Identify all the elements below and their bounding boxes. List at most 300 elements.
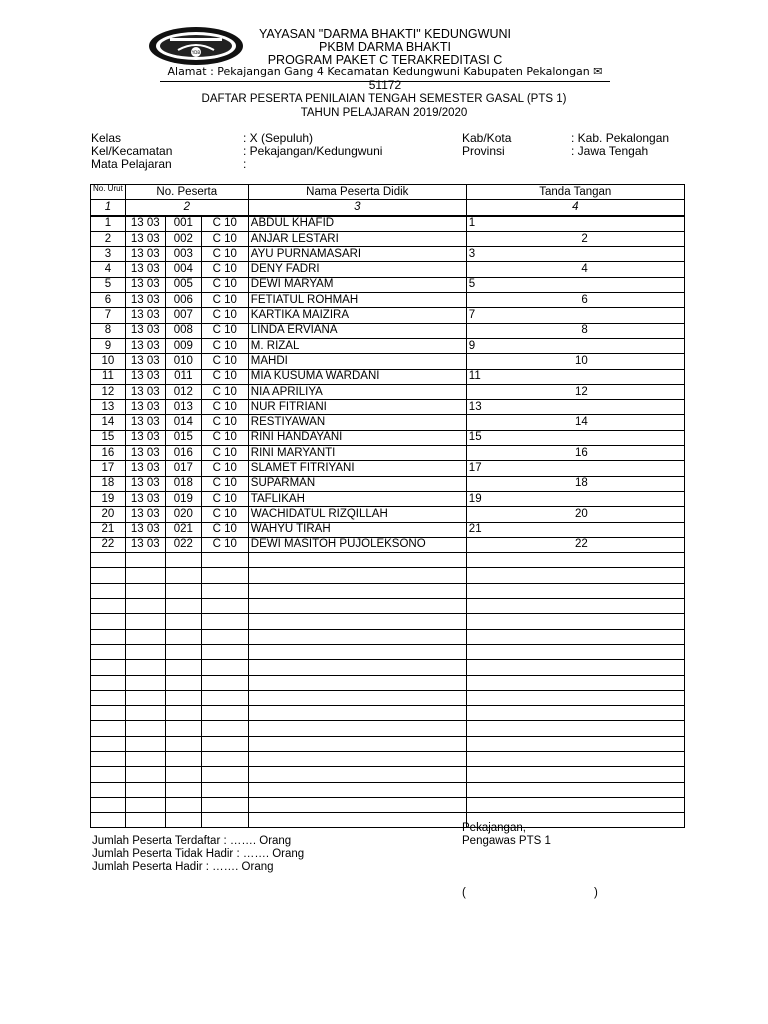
empty-cell [91, 644, 126, 659]
peserta-code-c: C 10 [201, 461, 248, 476]
empty-cell [165, 706, 201, 721]
empty-cell [165, 751, 201, 766]
empty-cell [91, 614, 126, 629]
participant-name: RINI MARYANTI [248, 446, 466, 461]
participant-name: KARTIKA MAIZIRA [248, 308, 466, 323]
empty-cell [248, 690, 466, 705]
peserta-code-b: 001 [165, 216, 201, 232]
participant-name: DEWI MASITOH PUJOLEKSONO [248, 537, 466, 552]
peserta-code-c: C 10 [201, 216, 248, 232]
empty-cell [125, 690, 165, 705]
peserta-code-b: 008 [165, 323, 201, 338]
table-row [91, 262, 685, 277]
empty-cell [466, 644, 684, 659]
envelope-icon: ✉ [593, 65, 603, 78]
peserta-code-a: 13 03 [125, 384, 165, 399]
empty-row [91, 767, 685, 782]
empty-cell [248, 721, 466, 736]
signature-slot: 11 [466, 369, 684, 384]
empty-cell [466, 629, 684, 644]
empty-cell [248, 736, 466, 751]
empty-row [91, 553, 685, 568]
peserta-code-c: C 10 [201, 384, 248, 399]
empty-cell [201, 751, 248, 766]
signature-slot: 22 [466, 537, 684, 552]
table-row [91, 293, 685, 308]
empty-cell [466, 583, 684, 598]
table-row [91, 247, 685, 262]
empty-cell [165, 629, 201, 644]
signature-slot: 13 [466, 400, 684, 415]
participant-name: M. RIZAL [248, 338, 466, 353]
peserta-code-c: C 10 [201, 476, 248, 491]
signature-slot: 5 [466, 277, 684, 292]
empty-row [91, 736, 685, 751]
peserta-code-a: 13 03 [125, 461, 165, 476]
empty-cell [165, 644, 201, 659]
kelas-value: : X (Sepuluh) [243, 131, 314, 145]
signature-slot: 9 [466, 338, 684, 353]
empty-cell [125, 706, 165, 721]
empty-cell [165, 797, 201, 812]
empty-cell [125, 751, 165, 766]
row-number: 17 [91, 461, 126, 476]
peserta-code-a: 13 03 [125, 216, 165, 232]
row-number: 14 [91, 415, 126, 430]
participant-name: WAHYU TIRAH [248, 522, 466, 537]
empty-cell [165, 614, 201, 629]
kab-value: : Kab. Pekalongan [571, 131, 670, 145]
table-row [91, 231, 685, 246]
peserta-code-b: 002 [165, 231, 201, 246]
table-row [91, 369, 685, 384]
row-number: 2 [91, 231, 126, 246]
empty-cell [248, 675, 466, 690]
empty-cell [466, 767, 684, 782]
empty-cell [125, 660, 165, 675]
peserta-code-b: 012 [165, 384, 201, 399]
peserta-code-a: 13 03 [125, 491, 165, 506]
row-number: 11 [91, 369, 126, 384]
empty-row [91, 644, 685, 659]
empty-cell [91, 706, 126, 721]
peserta-code-b: 004 [165, 262, 201, 277]
peserta-code-b: 020 [165, 507, 201, 522]
peserta-code-b: 006 [165, 293, 201, 308]
empty-cell [165, 721, 201, 736]
peserta-code-a: 13 03 [125, 354, 165, 369]
empty-row [91, 599, 685, 614]
colnum-1: 1 [91, 200, 126, 216]
participant-name: LINDA ERVIANA [248, 323, 466, 338]
empty-row [91, 690, 685, 705]
signature-slot: 4 [466, 262, 684, 277]
empty-cell [466, 782, 684, 797]
sign-close-paren: ) [594, 887, 598, 899]
doc-subtitle: TAHUN PELAJARAN 2019/2020 [300, 107, 468, 119]
peserta-code-c: C 10 [201, 262, 248, 277]
peserta-code-c: C 10 [201, 507, 248, 522]
header-divider [160, 81, 610, 82]
table-row [91, 400, 685, 415]
peserta-code-a: 13 03 [125, 369, 165, 384]
column-number-row [91, 200, 685, 216]
peserta-code-a: 13 03 [125, 415, 165, 430]
table-row [91, 476, 685, 491]
peserta-code-a: 13 03 [125, 277, 165, 292]
empty-cell [165, 599, 201, 614]
empty-cell [91, 629, 126, 644]
row-number: 21 [91, 522, 126, 537]
empty-cell [125, 614, 165, 629]
postal-code: 51172 [368, 78, 402, 92]
signature-slot: 10 [466, 354, 684, 369]
colnum-4: 4 [466, 200, 684, 216]
empty-cell [91, 797, 126, 812]
empty-cell [248, 660, 466, 675]
participant-name: NUR FITRIANI [248, 400, 466, 415]
table-row [91, 415, 685, 430]
empty-cell [248, 614, 466, 629]
row-number: 20 [91, 507, 126, 522]
peserta-code-a: 13 03 [125, 323, 165, 338]
sign-place: Pekajangan, [462, 822, 526, 834]
count-absent: Jumlah Peserta Tidak Hadir : ……. Orang [92, 848, 305, 860]
row-number: 4 [91, 262, 126, 277]
empty-cell [248, 644, 466, 659]
empty-cell [201, 583, 248, 598]
empty-cell [201, 629, 248, 644]
peserta-code-b: 015 [165, 430, 201, 445]
peserta-code-a: 13 03 [125, 231, 165, 246]
peserta-code-c: C 10 [201, 537, 248, 552]
header-nama: Nama Peserta Didik [248, 185, 466, 200]
empty-cell [201, 675, 248, 690]
peserta-code-c: C 10 [201, 231, 248, 246]
empty-row [91, 706, 685, 721]
empty-cell [125, 553, 165, 568]
empty-cell [201, 690, 248, 705]
empty-row [91, 614, 685, 629]
empty-cell [125, 568, 165, 583]
empty-cell [125, 629, 165, 644]
participant-name: RINI HANDAYANI [248, 430, 466, 445]
empty-cell [165, 782, 201, 797]
peserta-code-b: 014 [165, 415, 201, 430]
empty-cell [125, 813, 165, 828]
signature-slot: 3 [466, 247, 684, 262]
empty-cell [248, 568, 466, 583]
peserta-code-b: 011 [165, 369, 201, 384]
empty-cell [201, 660, 248, 675]
empty-cell [91, 767, 126, 782]
empty-cell [91, 583, 126, 598]
sign-role: Pengawas PTS 1 [462, 835, 551, 847]
table-row [91, 446, 685, 461]
row-number: 7 [91, 308, 126, 323]
school-name: PKBM DARMA BHAKTI [319, 40, 451, 54]
empty-cell [466, 568, 684, 583]
header-row [91, 185, 685, 200]
empty-cell [125, 797, 165, 812]
address-text: Alamat : Pekajangan Gang 4 Kecamatan Kedungwuni Kabupaten Pekalongan [167, 65, 590, 78]
empty-cell [91, 568, 126, 583]
empty-cell [201, 644, 248, 659]
participant-name: ANJAR LESTARI [248, 231, 466, 246]
empty-row [91, 675, 685, 690]
empty-cell [466, 751, 684, 766]
table-row [91, 461, 685, 476]
table-row [91, 277, 685, 292]
empty-cell [248, 782, 466, 797]
peserta-code-a: 13 03 [125, 247, 165, 262]
empty-row [91, 629, 685, 644]
empty-cell [201, 568, 248, 583]
empty-cell [248, 629, 466, 644]
mapel-value: : [243, 157, 247, 171]
peserta-code-c: C 10 [201, 415, 248, 430]
header-peserta: No. Peserta [125, 185, 248, 200]
table-row [91, 384, 685, 399]
participant-name: MAHDI [248, 354, 466, 369]
signature-slot: 20 [466, 507, 684, 522]
empty-cell [248, 767, 466, 782]
empty-cell [248, 599, 466, 614]
table-row [91, 522, 685, 537]
header-no: No. Urut [91, 185, 126, 200]
row-number: 8 [91, 323, 126, 338]
participant-table [90, 184, 685, 828]
peserta-code-b: 013 [165, 400, 201, 415]
empty-cell [466, 675, 684, 690]
empty-cell [125, 599, 165, 614]
peserta-code-a: 13 03 [125, 430, 165, 445]
prov-value: : Jawa Tengah [571, 144, 649, 158]
empty-cell [201, 706, 248, 721]
empty-cell [125, 675, 165, 690]
empty-cell [125, 736, 165, 751]
peserta-code-a: 13 03 [125, 338, 165, 353]
empty-cell [201, 721, 248, 736]
empty-row [91, 583, 685, 598]
empty-cell [248, 553, 466, 568]
empty-cell [248, 813, 466, 828]
row-number: 12 [91, 384, 126, 399]
participant-name: ABDUL KHAFID [248, 216, 466, 232]
empty-cell [91, 813, 126, 828]
table-row [91, 216, 685, 232]
logo-text: YDB [191, 50, 201, 55]
table-row [91, 323, 685, 338]
count-registered: Jumlah Peserta Terdaftar : ……. Orang [92, 835, 292, 847]
empty-cell [91, 736, 126, 751]
empty-cell [91, 553, 126, 568]
row-number: 22 [91, 537, 126, 552]
peserta-code-b: 018 [165, 476, 201, 491]
signature-slot: 16 [466, 446, 684, 461]
empty-cell [91, 782, 126, 797]
colnum-2: 2 [125, 200, 248, 216]
row-number: 13 [91, 400, 126, 415]
empty-cell [201, 797, 248, 812]
empty-cell [201, 736, 248, 751]
peserta-code-a: 13 03 [125, 476, 165, 491]
org-name: YAYASAN "DARMA BHAKTI" KEDUNGWUNI [259, 27, 511, 41]
signature-slot: 19 [466, 491, 684, 506]
participant-name: RESTIYAWAN [248, 415, 466, 430]
peserta-code-c: C 10 [201, 522, 248, 537]
table-row [91, 507, 685, 522]
empty-cell [201, 813, 248, 828]
empty-cell [466, 736, 684, 751]
peserta-code-c: C 10 [201, 308, 248, 323]
empty-cell [466, 660, 684, 675]
table-row [91, 308, 685, 323]
peserta-code-b: 003 [165, 247, 201, 262]
empty-cell [91, 599, 126, 614]
signature-slot: 14 [466, 415, 684, 430]
peserta-code-c: C 10 [201, 247, 248, 262]
program-name: PROGRAM PAKET C TERAKREDITASI C [267, 53, 503, 67]
empty-cell [125, 583, 165, 598]
empty-row [91, 751, 685, 766]
empty-cell [125, 767, 165, 782]
signature-slot: 2 [466, 231, 684, 246]
signature-slot: 8 [466, 323, 684, 338]
kab-label: Kab/Kota [462, 131, 512, 145]
empty-row [91, 568, 685, 583]
peserta-code-b: 021 [165, 522, 201, 537]
empty-cell [165, 553, 201, 568]
empty-cell [466, 599, 684, 614]
kel-label: Kel/Kecamatan [91, 144, 173, 158]
participant-name: FETIATUL ROHMAH [248, 293, 466, 308]
empty-cell [466, 706, 684, 721]
empty-cell [165, 568, 201, 583]
empty-cell [165, 813, 201, 828]
empty-cell [125, 721, 165, 736]
participant-name: SUPARMAN [248, 476, 466, 491]
peserta-code-b: 019 [165, 491, 201, 506]
peserta-code-b: 017 [165, 461, 201, 476]
empty-cell [91, 751, 126, 766]
empty-cell [91, 660, 126, 675]
empty-cell [466, 553, 684, 568]
signature-slot: 17 [466, 461, 684, 476]
table-row [91, 430, 685, 445]
empty-cell [91, 690, 126, 705]
peserta-code-a: 13 03 [125, 308, 165, 323]
peserta-code-c: C 10 [201, 400, 248, 415]
empty-cell [165, 583, 201, 598]
empty-cell [165, 767, 201, 782]
empty-cell [125, 644, 165, 659]
empty-cell [91, 721, 126, 736]
sign-open-paren: ( [462, 887, 466, 899]
address-line [160, 65, 610, 92]
mapel-label: Mata Pelajaran [91, 157, 172, 171]
table-row [91, 354, 685, 369]
signature-slot: 18 [466, 476, 684, 491]
kelas-label: Kelas [91, 131, 122, 145]
table-row [91, 338, 685, 353]
peserta-code-a: 13 03 [125, 293, 165, 308]
peserta-code-c: C 10 [201, 446, 248, 461]
row-number: 16 [91, 446, 126, 461]
empty-cell [201, 614, 248, 629]
empty-cell [201, 553, 248, 568]
empty-row [91, 797, 685, 812]
peserta-code-a: 13 03 [125, 262, 165, 277]
table-row [91, 537, 685, 552]
empty-cell [91, 675, 126, 690]
signature-slot: 6 [466, 293, 684, 308]
signature-slot: 12 [466, 384, 684, 399]
kel-value: : Pekajangan/Kedungwuni [243, 144, 383, 158]
peserta-code-c: C 10 [201, 323, 248, 338]
peserta-code-c: C 10 [201, 277, 248, 292]
empty-cell [466, 614, 684, 629]
peserta-code-c: C 10 [201, 354, 248, 369]
row-number: 9 [91, 338, 126, 353]
colnum-3: 3 [248, 200, 466, 216]
participant-name: DENY FADRI [248, 262, 466, 277]
empty-cell [165, 675, 201, 690]
peserta-code-a: 13 03 [125, 537, 165, 552]
participant-name: AYU PURNAMASARI [248, 247, 466, 262]
participant-name: NIA APRILIYA [248, 384, 466, 399]
peserta-code-a: 13 03 [125, 400, 165, 415]
row-number: 6 [91, 293, 126, 308]
peserta-code-a: 13 03 [125, 507, 165, 522]
empty-cell [165, 660, 201, 675]
prov-label: Provinsi [462, 144, 505, 158]
peserta-code-b: 007 [165, 308, 201, 323]
signature-slot: 1 [466, 216, 684, 232]
participant-name: DEWI MARYAM [248, 277, 466, 292]
signature-slot: 21 [466, 522, 684, 537]
empty-cell [466, 721, 684, 736]
row-number: 5 [91, 277, 126, 292]
empty-row [91, 813, 685, 828]
peserta-code-b: 010 [165, 354, 201, 369]
empty-cell [466, 797, 684, 812]
row-number: 15 [91, 430, 126, 445]
peserta-code-c: C 10 [201, 293, 248, 308]
peserta-code-a: 13 03 [125, 522, 165, 537]
peserta-code-c: C 10 [201, 369, 248, 384]
empty-cell [248, 751, 466, 766]
participant-name: WACHIDATUL RIZQILLAH [248, 507, 466, 522]
row-number: 3 [91, 247, 126, 262]
empty-row [91, 782, 685, 797]
empty-cell [201, 782, 248, 797]
empty-cell [125, 782, 165, 797]
doc-title: DAFTAR PESERTA PENILAIAN TENGAH SEMESTER GASAL (PTS 1) [201, 93, 567, 105]
peserta-code-b: 009 [165, 338, 201, 353]
participant-name: MIA KUSUMA WARDANI [248, 369, 466, 384]
header-ttd: Tanda Tangan [466, 185, 684, 200]
peserta-code-b: 005 [165, 277, 201, 292]
empty-cell [165, 736, 201, 751]
count-present: Jumlah Peserta Hadir : ……. Orang [92, 861, 274, 873]
peserta-code-c: C 10 [201, 338, 248, 353]
row-number: 10 [91, 354, 126, 369]
row-number: 1 [91, 216, 126, 232]
table-row [91, 491, 685, 506]
empty-cell [201, 767, 248, 782]
peserta-code-b: 022 [165, 537, 201, 552]
